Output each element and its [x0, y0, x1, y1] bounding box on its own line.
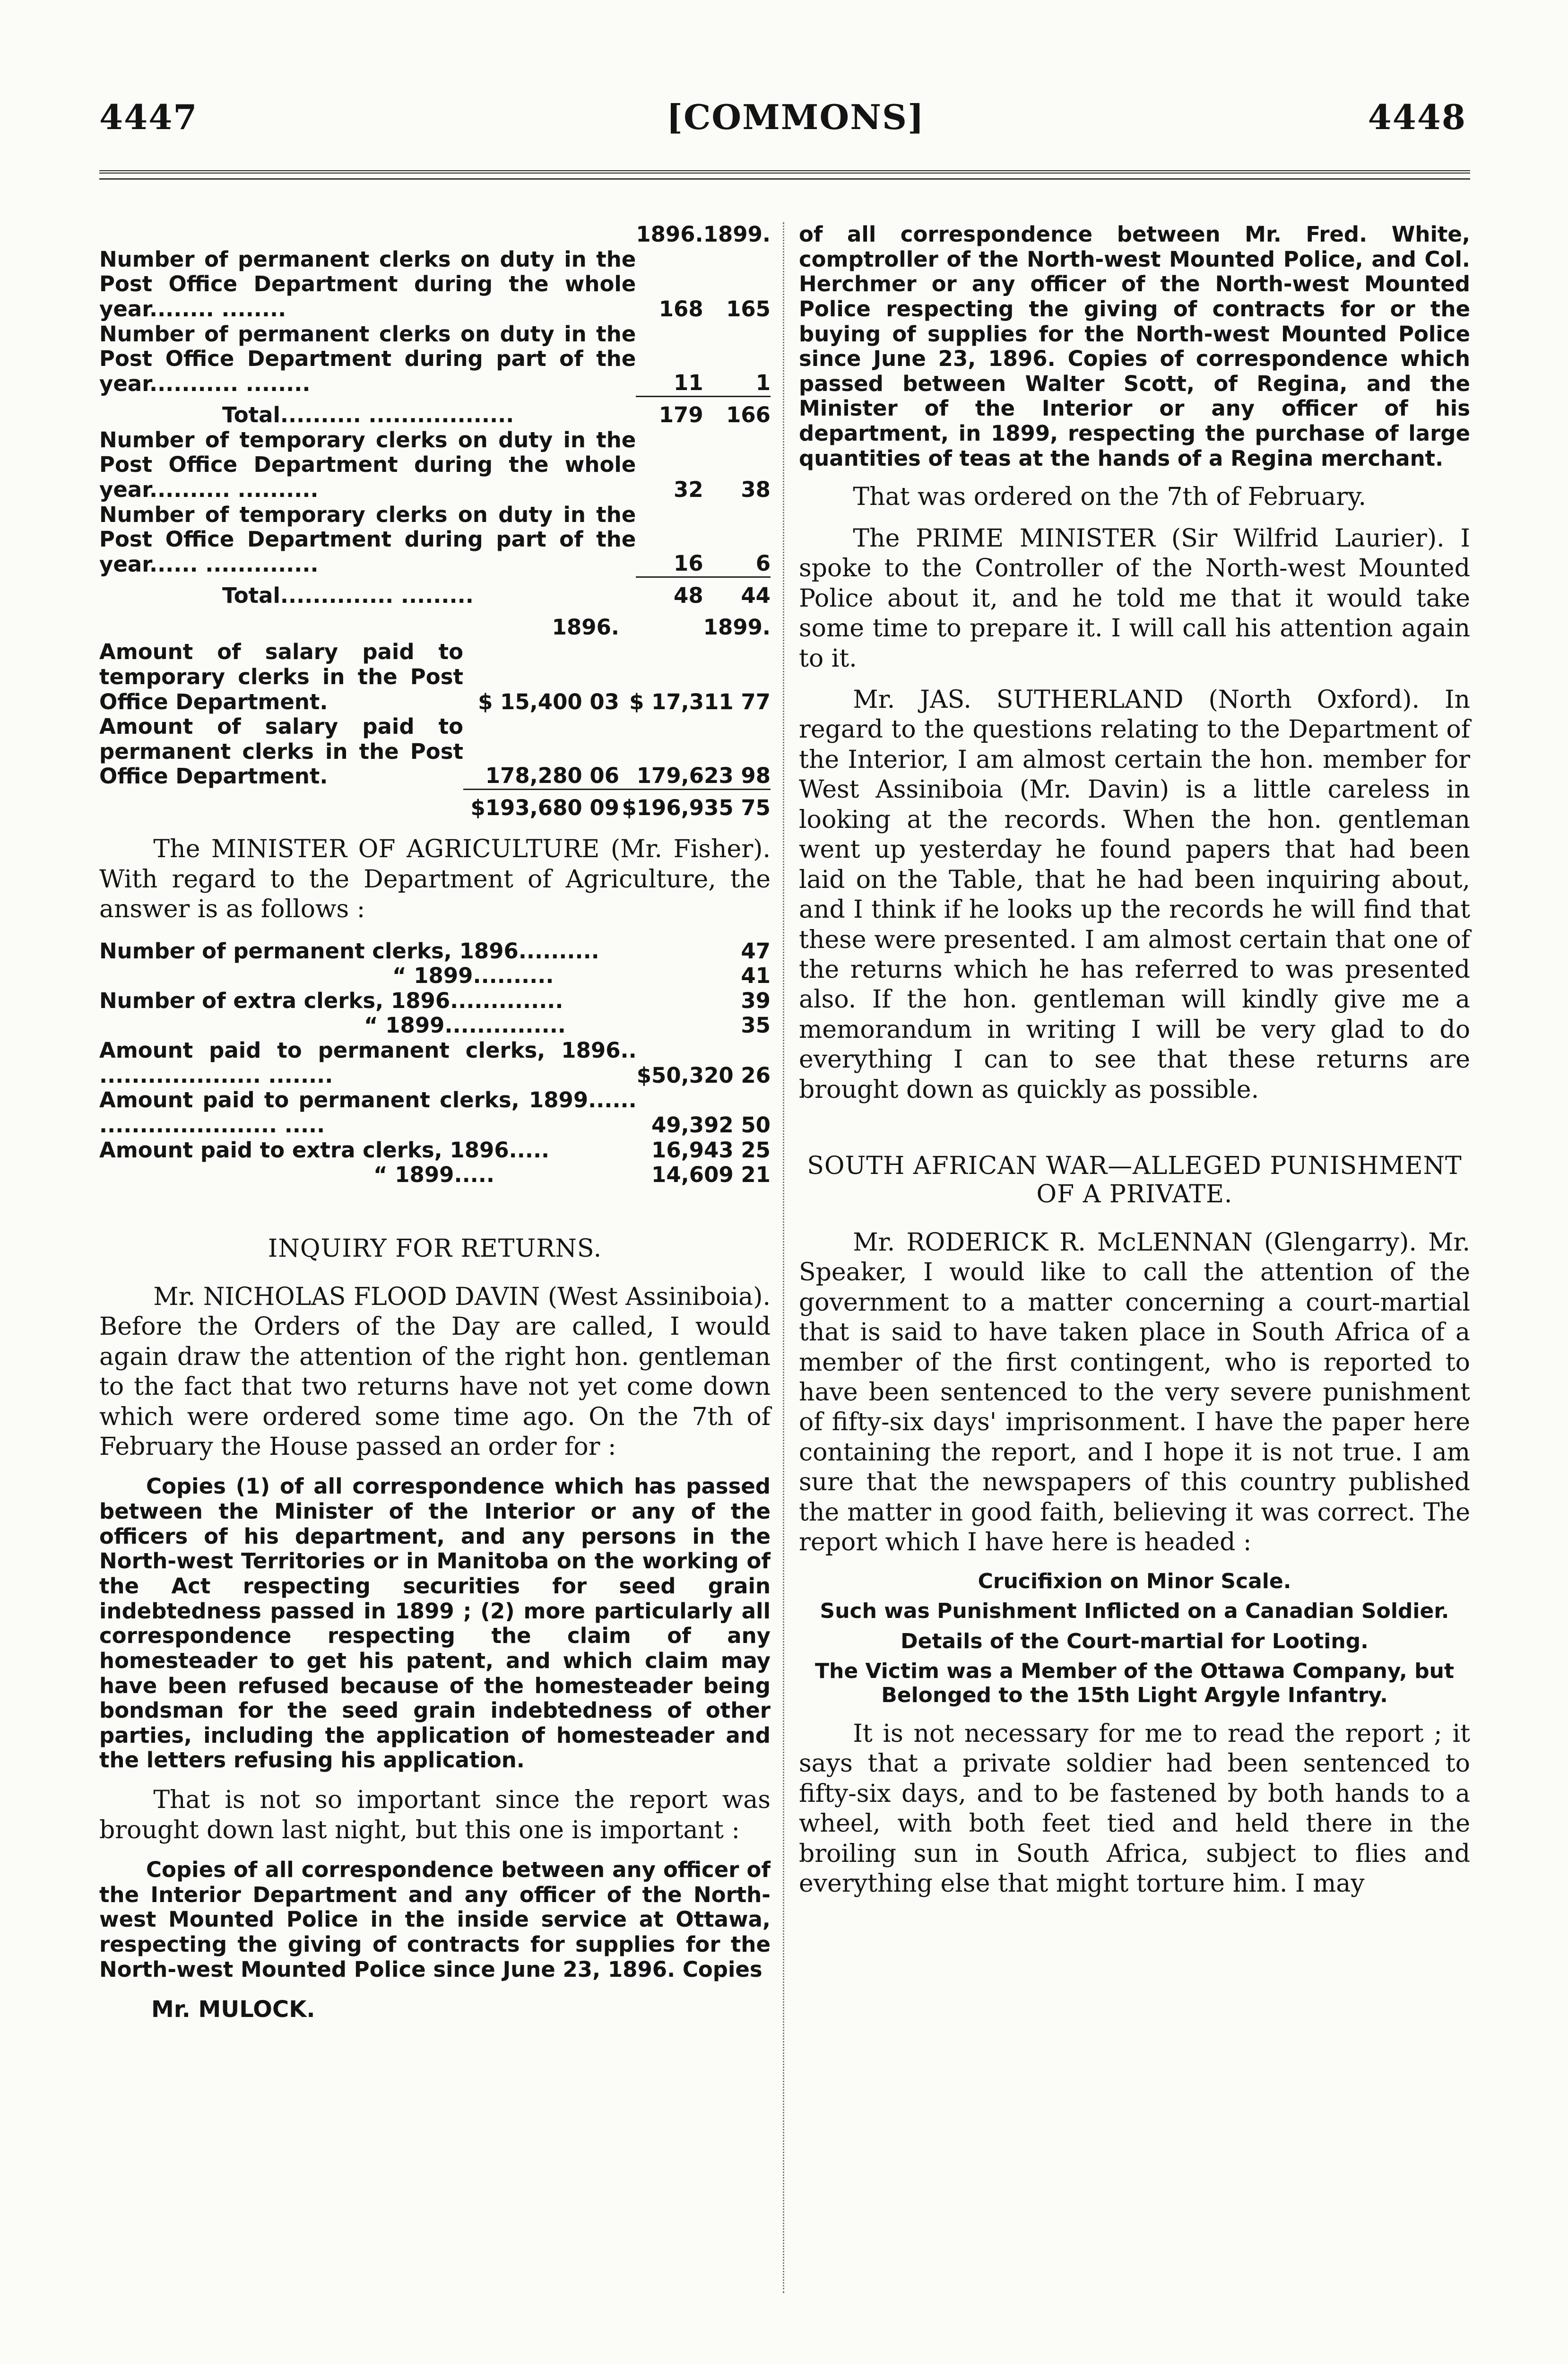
table-row	[99, 1163, 771, 1188]
order-quote-1: Copies (1) of all correspondence which has passed between the Minister of the Interior or any of the officers of his department, and any persons in the North-west Territories or in Manitoba on the working of the Act respecting securities for seed grain indebtedness passed in 1899 ; (2) more particularly all correspondence respecting the claim of any homesteader to get his patent, and which claim may have been refused because of the homesteader being bondsman for the seed grain indebtedness of other parties, including the application of homesteader and the letters refusing his application.	[99, 1474, 771, 1773]
row-label: Number of permanent clerks on duty in the Post Office Department during the whole year........ ........	[99, 246, 636, 322]
right-column	[799, 222, 1470, 1899]
table-row-total	[99, 577, 771, 608]
cell-value: 47	[741, 938, 771, 964]
mclennan-speech-2: It is not necessary for me to read the report ; it says that a private soldier had been sentenced to fifty-six days, and to be fastened by both hands to a wheel, with both feet tied and held there in the broiling sun in South Africa, subject to flies and everything else that might torture him. I may	[799, 1719, 1470, 1898]
post-office-clerks-table	[99, 222, 771, 608]
row-label: “ 1899..........	[392, 963, 554, 989]
cell-1899: 44	[741, 582, 771, 608]
row-label: “ 1899...............	[364, 1013, 566, 1038]
table-row-total	[99, 789, 771, 820]
newspaper-headline-2: Such was Punishment Inflicted on a Canadian Soldier.	[820, 1599, 1449, 1624]
running-title: [COMMONS]	[667, 97, 925, 137]
cell-1899: 165	[726, 296, 771, 322]
agriculture-intro: The MINISTER OF AGRICULTURE (Mr. Fisher). With regard to the Department of Agriculture, the answer is as follows :	[99, 835, 771, 924]
cell-1899: 1	[703, 322, 771, 397]
table-row	[99, 1013, 771, 1038]
agriculture-table	[99, 939, 771, 1188]
mclennan-speech: Mr. RODERICK R. McLENNAN (Glengarry). Mr. Speaker, I would like to call the attention of the government to a matter concerning a court-martial that is said to have taken place in South Africa of a member of the first contingent, who is reported to have been sentenced to the very severe punishment of fifty-six days' imprisonment. I have the paper here containing the report, and I hope it is not true. I am sure that the newspapers of this country published the matter in good faith, believing it was correct. The report which I have here is headed :	[799, 1228, 1470, 1557]
table-row	[99, 714, 771, 789]
row-label: Number of extra clerks, 1896..............	[99, 988, 563, 1013]
cell-value: 39	[741, 988, 771, 1013]
row-label: Number of permanent clerks on duty in the Post Office Department during part of the year........... ........	[99, 321, 636, 396]
cell-1899: 166	[726, 402, 771, 427]
table-row	[99, 1088, 771, 1138]
table-row	[99, 964, 771, 989]
header-rule	[99, 170, 1470, 180]
row-label: Total.............. .........	[222, 582, 474, 608]
newspaper-headline-4: The Victim was a Member of the Ottawa Company, but Belonged to the 15th Light Argyle Infantry.	[815, 1659, 1454, 1708]
cell-1896: 168	[658, 296, 703, 322]
cell-value: 49,392 50	[651, 1112, 771, 1138]
table-row-total	[99, 396, 771, 427]
cell-1896: 16	[636, 503, 703, 577]
left-column	[99, 222, 771, 2023]
section-heading-inquiry: INQUIRY FOR RETURNS.	[268, 1234, 602, 1263]
salary-table	[99, 615, 771, 821]
page-number-left: 4447	[99, 97, 198, 137]
year-header-1896: 1896.	[636, 222, 703, 247]
cell-value: 16,943 25	[651, 1137, 771, 1163]
cell-1899: 179,623 98	[619, 714, 771, 789]
table-row	[99, 1138, 771, 1163]
cell-1896: 48	[674, 582, 703, 608]
table-row	[99, 939, 771, 964]
table-row	[99, 503, 771, 577]
cell-value: $50,320 26	[636, 1062, 771, 1088]
cell-1896: 178,280 06	[463, 714, 619, 789]
cell-1899: 6	[703, 503, 771, 577]
page-number-right: 4448	[1368, 97, 1466, 137]
davin-speech: Mr. NICHOLAS FLOOD DAVIN (West Assiniboia). Before the Orders of the Day are called, I would again draw the attention of the right hon. gentleman to the fact that two returns have not yet come down which were ordered some time ago. On the 7th of February the House passed an order for :	[99, 1282, 771, 1461]
row-label: Amount of salary paid to temporary clerks in the Post Office Department.	[99, 639, 463, 714]
cell-value: 41	[741, 963, 771, 989]
cell-1896: 179	[658, 402, 703, 427]
table-row	[99, 989, 771, 1014]
table-row	[99, 640, 771, 714]
row-label: Number of temporary clerks on duty in the Post Office Department during part of the year...... ..............	[99, 502, 636, 577]
section-heading-south-africa: SOUTH AFRICAN WAR—ALLEGED PUNISHMENT OF A PRIVATE.	[807, 1152, 1462, 1208]
newspaper-headline-1: Crucifixion on Minor Scale.	[978, 1569, 1291, 1593]
cell-1899: $ 17,311 77	[629, 689, 771, 714]
cell-1896: $193,680 09	[470, 795, 619, 820]
cell-1899: 38	[741, 477, 771, 502]
table-row	[99, 247, 771, 322]
footer-speaker: Mr. MULOCK.	[151, 1996, 315, 2023]
row-label: Number of permanent clerks, 1896..........	[99, 938, 599, 964]
row-label: Number of temporary clerks on duty in the Post Office Department during the whole year.......... ..........	[99, 427, 636, 502]
row-label: Amount of salary paid to permanent clerks in the Post Office Department.	[99, 714, 463, 789]
cell-1899: $196,935 75	[622, 795, 771, 820]
ordered-statement: That was ordered on the 7th of February.	[853, 483, 1366, 512]
row-label: “ 1899.....	[373, 1162, 494, 1188]
cell-1896: 32	[674, 477, 703, 502]
year-header-1899: 1899.	[703, 222, 771, 247]
cell-1896: 11	[636, 322, 703, 397]
cell-value: 35	[741, 1013, 771, 1038]
page-header	[0, 97, 1568, 139]
cell-value: 14,609 21	[651, 1162, 771, 1188]
table-row	[99, 428, 771, 503]
newspaper-headline-3: Details of the Court-martial for Looting.	[901, 1629, 1369, 1653]
sutherland-reply: Mr. JAS. SUTHERLAND (North Oxford). In regard to the questions relating to the Department of the Interior, I am almost certain the hon. member for West Assiniboia (Mr. Davin) is a little careless in looking at the records. When the hon. gentleman went up yesterday he found papers that had been laid on the Table, that he had been inquiring about, and I think if he looks up the records he will find that these were presented. I am almost certain that one of the returns which he has referred to was presented also. If the hon. gentleman will kindly give me a memorandum in writing I will be very glad to do everything I can to see that these returns are brought down as quickly as possible.	[799, 686, 1470, 1104]
order-quote-2: Copies of all correspondence between any officer of the Interior Department and any officer of the North-west Mounted Police in the inside service at Ottawa, respecting the giving of contracts for supplies for the North-west Mounted Police since June 23, 1896. Copies	[99, 1857, 771, 1982]
table-row	[99, 322, 771, 397]
table-row	[99, 1038, 771, 1088]
column-divider	[783, 222, 784, 2293]
order-quote-2-continued: of all correspondence between Mr. Fred. White, comptroller of the North-west Mounted Police, and Col. Herchmer or any officer of the North-west Mounted Police respecting the giving of contracts for or the buying of supplies for the North-west Mounted Police since June 23, 1896. Copies of correspondence which passed between Walter Scott, of Regina, and the Minister of the Interior or any officer of his department, in 1899, respecting the purchase of large quantities of teas at the hands of a Regina merchant.	[799, 222, 1470, 471]
cell-1896: $ 15,400 03	[478, 689, 619, 714]
row-label: Amount paid to permanent clerks, 1896.. .................... ........	[99, 1038, 637, 1088]
prime-minister-reply: The PRIME MINISTER (Sir Wilfrid Laurier). I spoke to the Controller of the North-west Mounted Police about it, and he told me that it would take some time to prepare it. I will call his attention again to it.	[799, 524, 1470, 673]
davin-speech-2: That is not so important since the report was brought down last night, but this one is important :	[99, 1786, 771, 1844]
row-label: Amount paid to permanent clerks, 1899...... ...................... .....	[99, 1087, 637, 1138]
salary-year-1896: 1896.	[552, 614, 619, 640]
row-label: Total.......... ..................	[222, 402, 514, 427]
salary-year-1899: 1899.	[703, 614, 771, 640]
row-label: Amount paid to extra clerks, 1896.....	[99, 1137, 550, 1163]
